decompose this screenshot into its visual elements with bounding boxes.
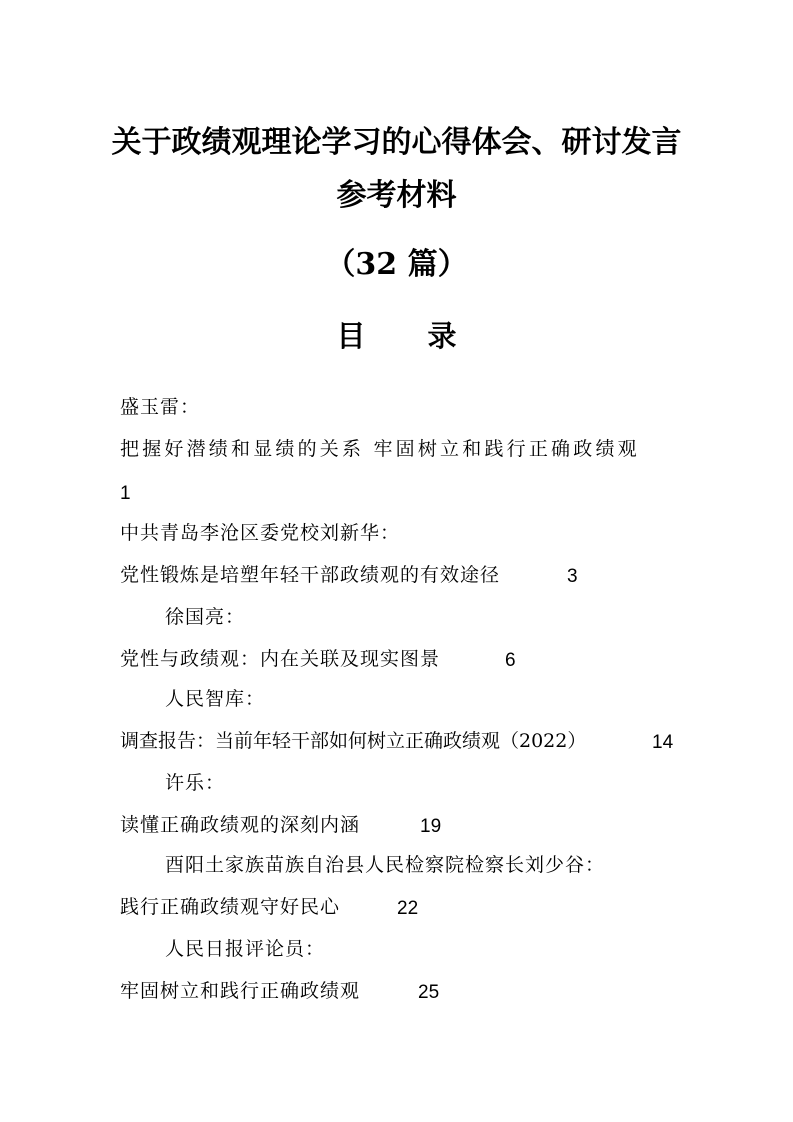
toc-entry-page-2[interactable]: 3 bbox=[567, 566, 578, 587]
toc-entry-page-4[interactable]: 14 bbox=[652, 732, 674, 753]
toc-entry-page-1[interactable]: 1 bbox=[120, 483, 131, 504]
toc-entry-title-3[interactable]: 党性与政绩观：内在关联及现实图景 bbox=[120, 648, 441, 670]
toc-entry-title-4[interactable]: 调查报告：当前年轻干部如何树立正确政绩观（2022） bbox=[120, 730, 587, 752]
toc-entry-page-6[interactable]: 22 bbox=[397, 898, 419, 919]
toc-entry-title-5[interactable]: 读懂正确政绩观的深刻内涵 bbox=[120, 814, 361, 836]
toc-heading-left: 目 bbox=[336, 319, 366, 353]
document-title-count: （32 篇） bbox=[325, 247, 468, 282]
toc-author-5: 许乐： bbox=[165, 772, 226, 794]
toc-entry-title-1[interactable]: 把握好潜绩和显绩的关系 牢固树立和践行正确政绩观 bbox=[120, 438, 640, 460]
toc-author-6: 酉阳土家族苗族自治县人民检察院检察长刘少谷： bbox=[165, 854, 606, 876]
toc-entry-title-2[interactable]: 党性锻炼是培塑年轻干部政绩观的有效途径 bbox=[120, 564, 501, 586]
document-title-line-2: 参考材料 bbox=[336, 178, 457, 213]
document-title-line-1: 关于政绩观理论学习的心得体会、研讨发言 bbox=[111, 125, 682, 160]
toc-author-4: 人民智库： bbox=[165, 688, 266, 710]
toc-heading bbox=[0, 319, 793, 353]
toc-heading-right: 录 bbox=[427, 319, 457, 353]
toc-author-2: 中共青岛李沧区委党校刘新华： bbox=[120, 522, 401, 544]
toc-author-1: 盛玉雷： bbox=[120, 396, 201, 418]
toc-entry-page-5[interactable]: 19 bbox=[420, 816, 442, 837]
toc-entry-page-3[interactable]: 6 bbox=[505, 650, 516, 671]
toc-author-3: 徐国亮： bbox=[165, 606, 246, 628]
toc-entry-title-6[interactable]: 践行正确政绩观守好民心 bbox=[120, 896, 341, 918]
toc-entry-page-7[interactable]: 25 bbox=[418, 982, 440, 1003]
toc-author-7: 人民日报评论员： bbox=[165, 938, 326, 960]
toc-entry-title-7[interactable]: 牢固树立和践行正确政绩观 bbox=[120, 980, 361, 1002]
